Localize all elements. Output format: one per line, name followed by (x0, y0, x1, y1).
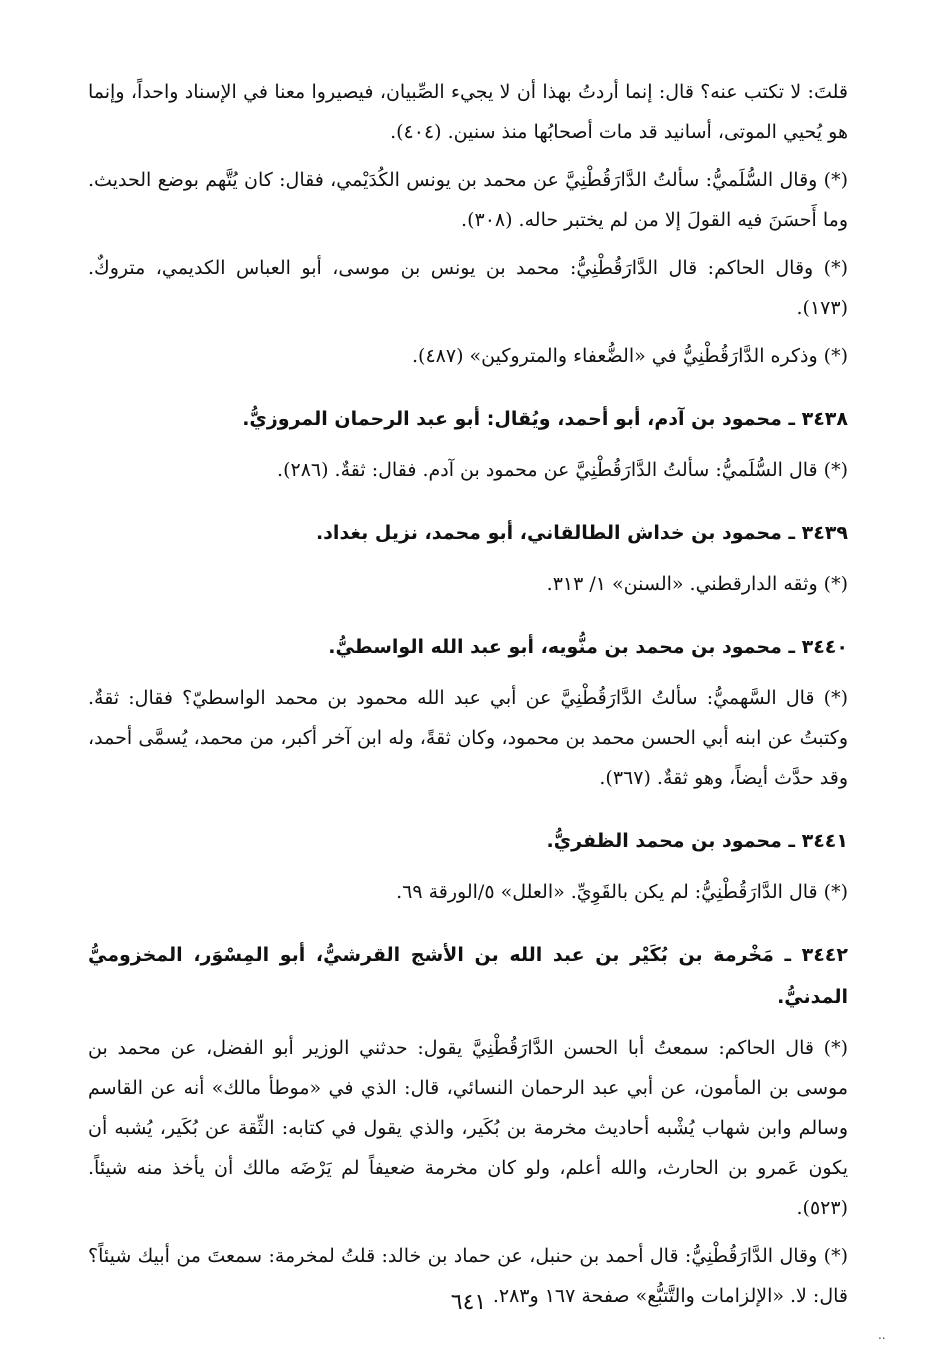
entry-heading: ٣٤٣٨ ـ محمود بن آدم، أبو أحمد، ويُقال: أبو عبد الرحمان المروزيُّ. (242, 408, 848, 430)
entry-heading: ٣٤٣٩ ـ محمود بن خداش الطالقاني، أبو محمد، نزيل بغداد. (315, 522, 848, 544)
page-body (88, 72, 848, 1324)
paragraph: (*) قال الحاكم: سمعتُ أبا الحسن الدَّارَقُطْنِيَّ يقول: حدثني الوزير أبو الفضل، عن محمد بن موسى بن المأمون، عن أبي عبد الرحمان النسائي، قال: الذي في «موطأ مالك» أنه عن القاسم وسالم وابن شهاب يُشْبه أحاديث مخرمة بن بُكَير، والذي يقول في كتابه: الثِّقة عن بُكَير، يُشبه أن يكون عَمرو بن الحارث، والله أعلم، ولو كان مخرمة ضعيفاً لم يَرْضَه مالك أن يأخذ منه شيئاً. (٥٢٣). (88, 1037, 848, 1219)
paragraph: (*) وثقه الدارقطني. «السنن» ١/ ٣١٣. (546, 573, 848, 595)
paragraph: (*) قال السَّهميُّ: سألتُ الدَّارَقُطْنِيَّ عن أبي عبد الله محمود بن محمد الواسطيّ؟ فقال: ثقةٌ. وكتبتُ عن ابنه أبي الحسن محمد بن محمود، وكان ثقةً، وله ابن آخر أكبر، من محمد، يُسمَّى أحمد، وقد حدَّث أيضاً، وهو ثقةٌ. (٣٦٧). (88, 687, 848, 789)
entry-heading: ٣٤٤١ ـ محمود بن محمد الظفريُّ. (546, 830, 848, 852)
paragraph: (*) وذكره الدَّارَقُطْنِيُّ في «الضُّعفاء والمتروكين» (٤٨٧). (412, 345, 848, 367)
paragraph: (*) قال الدَّارَقُطْنِيُّ: لم يكن بالقَوِيِّ. «العلل» ٥/الورقة ٦٩. (396, 881, 848, 903)
paragraph: قلتَ: لا تكتب عنه؟ قال: إنما أردتُ بهذا أن لا يجيء الصِّبيان، فيصيروا معنا في الإسناد واحداً، وإنما هو يُحيي الموتى، أسانيد قد مات أصحابُها منذ سنين. (٤٠٤). (88, 81, 848, 143)
entry-heading: ٣٤٤٠ ـ محمود بن محمد بن منُّويه، أبو عبد الله الواسطيُّ. (328, 636, 848, 658)
corner-mark: .. (878, 1328, 886, 1342)
paragraph: (*) وقال الدَّارَقُطْنِيُّ: قال أحمد بن حنبل، عن حماد بن خالد: قلتُ لمخرمة: سمعتَ من أبيك شيئاً؟ قال: لا. «الإلزامات والتَّتبُّع» صفحة ١٦٧ و٢٨٣. (88, 1245, 848, 1307)
page-number: ٦٤١ (450, 1290, 487, 1315)
paragraph: (*) وقال السُّلَميُّ: سألتُ الدَّارَقُطْنِيَّ عن محمد بن يونس الكُدَيْمي، فقال: كان يُتَّهم بوضع الحديث. وما أَحسَنَ فيه القولَ إلا من لم يختبر حاله. (٣٠٨). (88, 169, 848, 231)
paragraph: (*) قال السُّلَميُّ: سألتُ الدَّارَقُطْنِيَّ عن محمود بن آدم. فقال: ثقةٌ. (٢٨٦). (277, 459, 848, 481)
paragraph: (*) وقال الحاكم: قال الدَّارَقُطْنِيُّ: محمد بن يونس بن موسى، أبو العباس الكديمي، متروكٌ. (١٧٣). (88, 257, 848, 319)
entry-heading: ٣٤٤٢ ـ مَخْرمة بن بُكَيْر بن عبد الله بن الأشج القرشيُّ، أبو المِسْوَر، المخزوميُّ المدنيُّ. (88, 944, 848, 1008)
